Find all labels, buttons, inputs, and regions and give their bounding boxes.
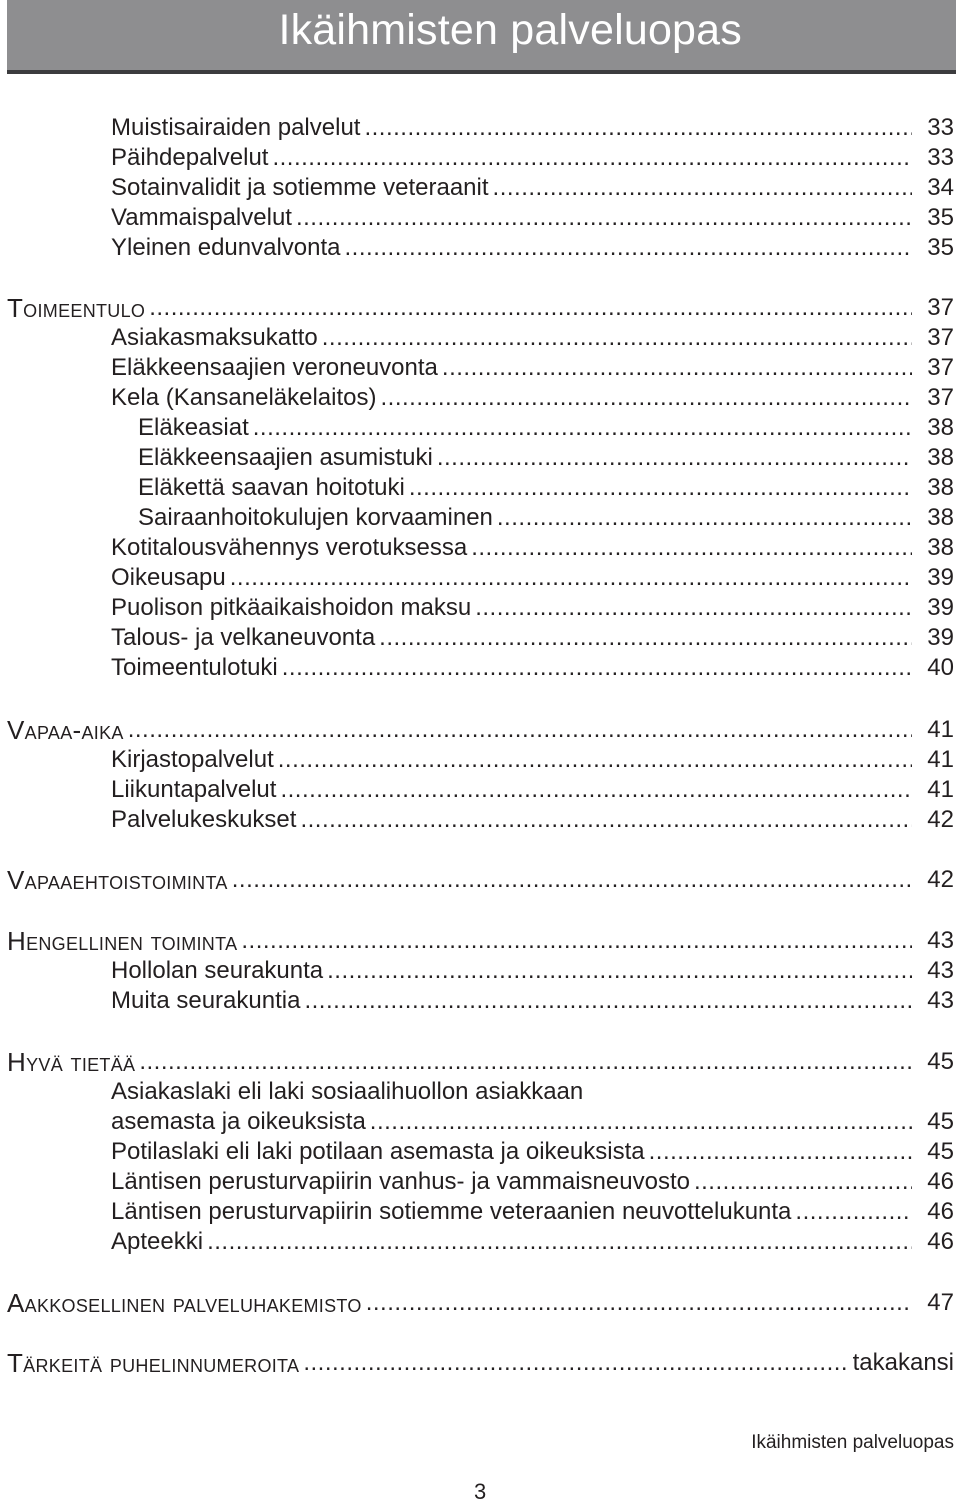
toc-entry-label: Kela (Kansaneläkelaitos) bbox=[111, 384, 377, 411]
dot-leader bbox=[364, 112, 912, 144]
toc-entry bbox=[111, 322, 912, 354]
toc-entry-label: Eläkkeensaajien veroneuvonta bbox=[111, 354, 438, 381]
dot-leader bbox=[471, 532, 912, 564]
toc-page-number: 37 bbox=[927, 324, 954, 351]
toc-entry bbox=[111, 1166, 912, 1198]
toc-entry-label: Hollolan seurakunta bbox=[111, 957, 324, 984]
dot-leader bbox=[694, 1166, 912, 1198]
toc-entry bbox=[111, 652, 912, 684]
dot-leader bbox=[128, 714, 912, 746]
toc-entry-row bbox=[0, 1106, 960, 1138]
toc-entry bbox=[111, 622, 912, 654]
toc-entry-row bbox=[0, 232, 960, 264]
toc-section-row bbox=[0, 925, 960, 957]
toc-entry bbox=[111, 744, 912, 776]
dot-leader bbox=[278, 744, 912, 776]
toc-entry-label: Eläkeasiat bbox=[138, 414, 249, 441]
toc-entry-row bbox=[0, 202, 960, 234]
toc-entry-row bbox=[0, 472, 960, 504]
toc-entry-label: Vapaaehtoistoiminta bbox=[7, 865, 228, 895]
toc-entry bbox=[111, 352, 912, 384]
dot-leader bbox=[139, 1046, 912, 1078]
dot-leader bbox=[280, 774, 912, 806]
dot-leader bbox=[282, 652, 912, 684]
toc-entry-label: Apteekki bbox=[111, 1228, 204, 1255]
toc-page-number: 43 bbox=[927, 927, 954, 954]
toc-entry-row bbox=[0, 442, 960, 474]
toc-page-number: 39 bbox=[927, 624, 954, 651]
toc-entry bbox=[138, 442, 912, 474]
dot-leader bbox=[296, 202, 912, 234]
dot-leader bbox=[497, 502, 912, 534]
toc-page-number: 42 bbox=[927, 866, 954, 893]
toc-page-number: 43 bbox=[927, 987, 954, 1014]
toc-entry bbox=[111, 382, 912, 414]
dot-leader bbox=[230, 562, 912, 594]
toc-entry bbox=[111, 562, 912, 594]
toc-page-number: 45 bbox=[927, 1138, 954, 1165]
header-title: Ikäihmisten palveluopas bbox=[278, 6, 742, 54]
toc-page-number: 37 bbox=[927, 354, 954, 381]
toc-entry-row bbox=[0, 322, 960, 354]
toc-entry-row bbox=[0, 112, 960, 144]
toc-entry bbox=[138, 412, 912, 444]
toc-page-number: 38 bbox=[927, 474, 954, 501]
toc-page-number: 37 bbox=[927, 384, 954, 411]
toc-page-number: 38 bbox=[927, 444, 954, 471]
toc-page-number: 37 bbox=[927, 294, 954, 321]
toc-section-row bbox=[0, 1287, 960, 1319]
toc-entry-label: Sairaanhoitokulujen korvaaminen bbox=[138, 504, 493, 531]
toc-entry-row bbox=[0, 1196, 960, 1228]
toc-section-row bbox=[0, 714, 960, 746]
dot-leader bbox=[475, 592, 912, 624]
footer-title: Ikäihmisten palveluopas bbox=[751, 1432, 954, 1453]
toc-entry bbox=[7, 1046, 912, 1078]
dot-leader bbox=[345, 232, 912, 264]
toc-entry-label: Sotainvalidit ja sotiemme veteraanit bbox=[111, 174, 489, 201]
page-number: 3 bbox=[474, 1479, 487, 1504]
dot-leader bbox=[300, 804, 912, 836]
toc-entry-label: Muita seurakuntia bbox=[111, 987, 301, 1014]
dot-leader bbox=[795, 1196, 912, 1228]
toc-page-number: 39 bbox=[927, 564, 954, 591]
dot-leader bbox=[370, 1106, 912, 1138]
toc-entry bbox=[111, 142, 912, 174]
dot-leader bbox=[381, 382, 913, 414]
toc-entry-label: Eläkettä saavan hoitotuki bbox=[138, 474, 405, 501]
toc-page-number: 47 bbox=[927, 1289, 954, 1316]
toc-entry-row bbox=[0, 1226, 960, 1258]
toc-entry-label: Kotitalousvähennys verotuksessa bbox=[111, 534, 468, 561]
toc-entry-label: Päihdepalvelut bbox=[111, 144, 269, 171]
toc-entry bbox=[138, 502, 912, 534]
toc-page-number: 35 bbox=[927, 204, 954, 231]
toc-entry-label: asemasta ja oikeuksista bbox=[111, 1108, 366, 1135]
toc-entry bbox=[7, 292, 912, 324]
toc-page-number: 46 bbox=[927, 1198, 954, 1225]
toc-page-number: 33 bbox=[927, 144, 954, 171]
dot-leader bbox=[366, 1287, 912, 1319]
toc-page-number: 40 bbox=[927, 654, 954, 681]
toc-page-number: 38 bbox=[927, 504, 954, 531]
toc-entry-label: Asiakaslaki eli laki sosiaalihuollon asiakkaan bbox=[111, 1078, 584, 1105]
toc-entry-label: Potilaslaki eli laki potilaan asemasta ja oikeuksista bbox=[111, 1138, 645, 1165]
toc-entry bbox=[111, 955, 912, 987]
toc-entry bbox=[7, 1347, 850, 1379]
toc-entry-label: Puolison pitkäaikaishoidon maksu bbox=[111, 594, 472, 621]
toc-section-row bbox=[0, 1046, 960, 1078]
toc-entry bbox=[111, 592, 912, 624]
toc-page-number: 42 bbox=[927, 806, 954, 833]
toc-entry-row bbox=[0, 804, 960, 836]
toc-entry-label: Eläkkeensaajien asumistuki bbox=[138, 444, 433, 471]
dot-leader bbox=[207, 1226, 912, 1258]
toc-page-number: 41 bbox=[927, 746, 954, 773]
toc-entry bbox=[7, 864, 912, 896]
toc-entry bbox=[111, 774, 912, 806]
toc-entry-label: Asiakasmaksukatto bbox=[111, 324, 318, 351]
toc-entry-row bbox=[0, 774, 960, 806]
dot-leader bbox=[272, 142, 912, 174]
dot-leader bbox=[649, 1136, 912, 1168]
toc-entry-row bbox=[0, 985, 960, 1017]
toc-page-number: 41 bbox=[927, 776, 954, 803]
dot-leader bbox=[437, 442, 912, 474]
toc-entry-row bbox=[0, 172, 960, 204]
dot-leader bbox=[303, 1347, 850, 1379]
dot-leader bbox=[379, 622, 912, 654]
toc-entry-label: Liikuntapalvelut bbox=[111, 776, 277, 803]
toc-entry-row bbox=[0, 622, 960, 654]
dot-leader bbox=[493, 172, 912, 204]
toc-page-number: 45 bbox=[927, 1048, 954, 1075]
toc-entry-row bbox=[0, 1136, 960, 1168]
toc-entry bbox=[111, 1106, 912, 1138]
toc-entry-row bbox=[0, 744, 960, 776]
toc-entry-label: Läntisen perusturvapiirin vanhus- ja vammaisneuvosto bbox=[111, 1168, 690, 1195]
toc-entry-label: Vammaispalvelut bbox=[111, 204, 292, 231]
toc-entry-label: Läntisen perusturvapiirin sotiemme veteraanien neuvottelukunta bbox=[111, 1198, 792, 1225]
toc-entry-label: Talous- ja velkaneuvonta bbox=[111, 624, 376, 651]
toc-entry-row bbox=[0, 1076, 960, 1108]
toc-entry-row bbox=[0, 1166, 960, 1198]
dot-leader bbox=[149, 292, 912, 324]
toc-entry-label: Toimeentulo bbox=[7, 293, 146, 323]
toc-entry-row bbox=[0, 562, 960, 594]
toc-entry bbox=[111, 172, 912, 204]
toc-entry-label: Oikeusapu bbox=[111, 564, 226, 591]
toc-page-number: 39 bbox=[927, 594, 954, 621]
toc-entry bbox=[7, 714, 912, 746]
toc-section-row bbox=[0, 1347, 960, 1379]
toc-entry bbox=[111, 985, 912, 1017]
dot-leader bbox=[327, 955, 912, 987]
dot-leader bbox=[304, 985, 912, 1017]
toc-page-number: 46 bbox=[927, 1168, 954, 1195]
toc-page-number: 41 bbox=[927, 716, 954, 743]
toc-entry-label: Kirjastopalvelut bbox=[111, 746, 274, 773]
toc-page-number: 46 bbox=[927, 1228, 954, 1255]
toc-page-number: 34 bbox=[927, 174, 954, 201]
toc-entry bbox=[7, 925, 912, 957]
dot-leader bbox=[253, 412, 912, 444]
toc-page-number: 43 bbox=[927, 957, 954, 984]
toc-entry-row bbox=[0, 652, 960, 684]
toc-entry bbox=[111, 532, 912, 564]
toc-entry-row bbox=[0, 352, 960, 384]
toc-entry-row bbox=[0, 382, 960, 414]
toc-page-number: 38 bbox=[927, 534, 954, 561]
toc-entry bbox=[111, 1136, 912, 1168]
toc-entry bbox=[111, 202, 912, 234]
toc-entry-label: Hengellinen toiminta bbox=[7, 926, 238, 956]
toc-entry-label: Muistisairaiden palvelut bbox=[111, 114, 361, 141]
toc-entry-label: Tärkeitä puhelinnumeroita bbox=[7, 1348, 300, 1378]
toc-entry bbox=[111, 1196, 912, 1228]
toc-entry-row bbox=[0, 412, 960, 444]
toc-entry-label: Hyvä tietää bbox=[7, 1047, 136, 1077]
toc-entry bbox=[111, 1226, 912, 1258]
toc-section-row bbox=[0, 292, 960, 324]
dot-leader bbox=[409, 472, 912, 504]
dot-leader bbox=[232, 864, 912, 896]
toc-entry bbox=[111, 112, 912, 144]
toc-entry-label: Aakkosellinen palveluhakemisto bbox=[7, 1288, 362, 1318]
toc-entry-label: Toimeentulotuki bbox=[111, 654, 278, 681]
dot-leader bbox=[442, 352, 912, 384]
toc-entry-row bbox=[0, 142, 960, 174]
dot-leader bbox=[241, 925, 912, 957]
toc-entry bbox=[111, 804, 912, 836]
toc-entry-label: Palvelukeskukset bbox=[111, 806, 297, 833]
toc-entry bbox=[111, 1076, 912, 1108]
dot-leader bbox=[322, 322, 912, 354]
toc-entry-label: Vapaa-aika bbox=[7, 715, 124, 745]
toc-page-number: takakansi bbox=[852, 1349, 954, 1376]
toc-entry bbox=[111, 232, 912, 264]
toc-page-number: 33 bbox=[927, 114, 954, 141]
toc-entry-label: Yleinen edunvalvonta bbox=[111, 234, 341, 261]
toc-page-number: 45 bbox=[927, 1108, 954, 1135]
toc-page-number: 35 bbox=[927, 234, 954, 261]
toc-entry-row bbox=[0, 532, 960, 564]
toc-entry-row bbox=[0, 592, 960, 624]
toc-entry-row bbox=[0, 955, 960, 987]
toc-page-number: 38 bbox=[927, 414, 954, 441]
toc-section-row bbox=[0, 864, 960, 896]
toc-entry-row bbox=[0, 502, 960, 534]
toc-entry bbox=[7, 1287, 912, 1319]
toc-entry bbox=[138, 472, 912, 504]
